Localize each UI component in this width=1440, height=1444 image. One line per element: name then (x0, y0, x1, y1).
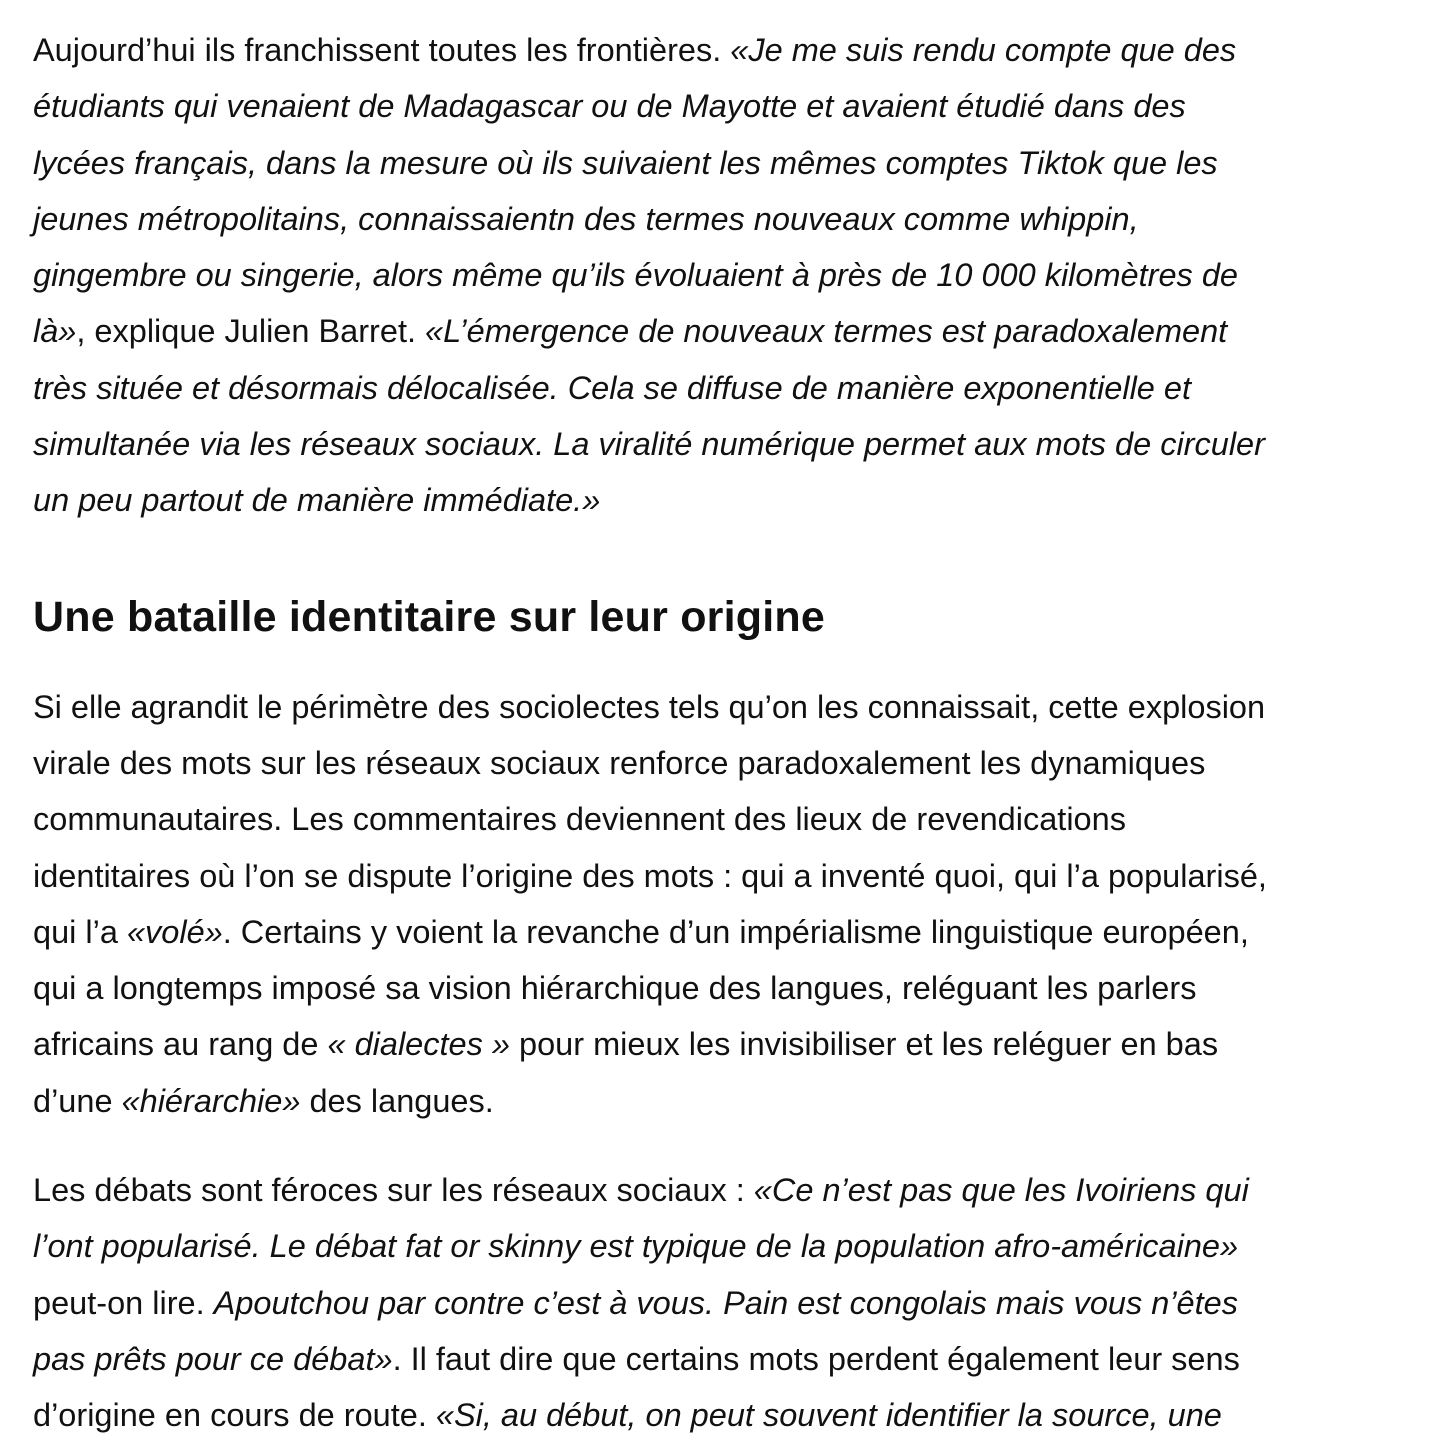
text-run: communautaires. Les commentaires deviennent des lieux de revendications (33, 801, 1126, 838)
italic-text-run: pas prêts pour ce débat» (33, 1340, 393, 1377)
text-line (33, 303, 1433, 359)
text-line (33, 1073, 1433, 1129)
italic-text-run: là» (33, 313, 77, 350)
text-run: qui a longtemps imposé sa vision hiérarchique des langues, reléguant les parlers (33, 970, 1197, 1007)
italic-text-run: lycées français, dans la mesure où ils suivaient les mêmes comptes Tiktok que les (33, 144, 1218, 181)
text-line (33, 1331, 1433, 1387)
italic-text-run: simultanée via les réseaux sociaux. La viralité numérique permet aux mots de circuler (33, 426, 1265, 463)
text-line (33, 22, 1433, 78)
text-line (33, 191, 1433, 247)
italic-text-run: Apoutchou par contre c’est à vous. Pain est congolais mais vous n’êtes (213, 1284, 1238, 1321)
text-line (33, 679, 1433, 735)
text-line (33, 1275, 1433, 1331)
text-run: identitaires où l’on se dispute l’origine des mots : qui a inventé quoi, qui l’a popularisé, (33, 857, 1267, 894)
text-line (33, 1218, 1433, 1274)
italic-text-run: très située et désormais délocalisée. Cela se diffuse de manière exponentielle et (33, 369, 1192, 406)
italic-text-run: « dialectes » (327, 1026, 510, 1063)
text-line (33, 247, 1433, 303)
italic-text-run: «Ce n’est pas que les Ivoiriens qui (753, 1172, 1249, 1209)
text-run: Si elle agrandit le périmètre des sociolectes tels qu’on les connaissait, cette explosion (33, 688, 1266, 725)
italic-text-run: l’ont popularisé. Le débat fat or skinny est typique de la population afro-américaine» (33, 1228, 1239, 1265)
text-line (33, 135, 1433, 191)
text-line (33, 1016, 1433, 1072)
text-run: . Certains y voient la revanche d’un impérialisme linguistique européen, (222, 913, 1249, 950)
text-run: pour mieux les invisibiliser et les reléguer en bas (509, 1026, 1219, 1063)
text-line (33, 1162, 1433, 1218)
text-run: des langues. (300, 1082, 494, 1119)
text-run: . Il faut dire que certains mots perdent également leur sens (392, 1340, 1240, 1377)
text-run: peut-on lire. (33, 1284, 214, 1321)
italic-text-run: «Si, au début, on peut souvent identifier la source, une (435, 1397, 1222, 1434)
italic-text-run: gingembre ou singerie, alors même qu’ils évoluaient à près de 10 000 kilomètres de (33, 257, 1238, 294)
italic-text-run: «Je me suis rendu compte que des (730, 32, 1237, 68)
text-run: virale des mots sur les réseaux sociaux renforce paradoxalement les dynamiques (33, 744, 1206, 781)
text-run: africains au rang de (33, 1026, 328, 1063)
article-body (33, 22, 1433, 1444)
text-line (33, 904, 1433, 960)
italic-text-run: «L’émergence de nouveaux termes est paradoxalement (425, 313, 1228, 350)
text-line (33, 78, 1433, 134)
text-line (33, 848, 1433, 904)
paragraph-quote-julien-barret (33, 22, 1433, 529)
italic-text-run: étudiants qui venaient de Madagascar ou de Mayotte et avaient étudié dans des (33, 88, 1186, 125)
text-run: , explique Julien Barret. (76, 313, 426, 350)
text-line (33, 472, 1433, 528)
text-line (33, 360, 1433, 416)
text-line (33, 416, 1433, 472)
text-line (33, 791, 1433, 847)
italic-text-run: jeunes métropolitains, connaissaientn des termes nouveaux comme whippin, (33, 200, 1139, 237)
text-run: Aujourd’hui ils franchissent toutes les frontières. (33, 32, 731, 68)
text-run: qui l’a (33, 913, 127, 950)
italic-text-run: «volé» (126, 913, 223, 950)
italic-text-run: un peu partout de manière immédiate.» (33, 482, 601, 519)
text-line (33, 960, 1433, 1016)
text-run: Les débats sont féroces sur les réseaux sociaux : (33, 1172, 754, 1209)
paragraph-identity-battle (33, 679, 1433, 1129)
text-run: d’une (33, 1082, 122, 1119)
text-line (33, 1387, 1433, 1443)
paragraph-social-debates (33, 1162, 1433, 1443)
section-heading: Une bataille identitaire sur leur origine (33, 592, 825, 641)
text-line (33, 735, 1433, 791)
text-run: d’origine en cours de route. (33, 1397, 436, 1434)
italic-text-run: «hiérarchie» (121, 1082, 301, 1119)
